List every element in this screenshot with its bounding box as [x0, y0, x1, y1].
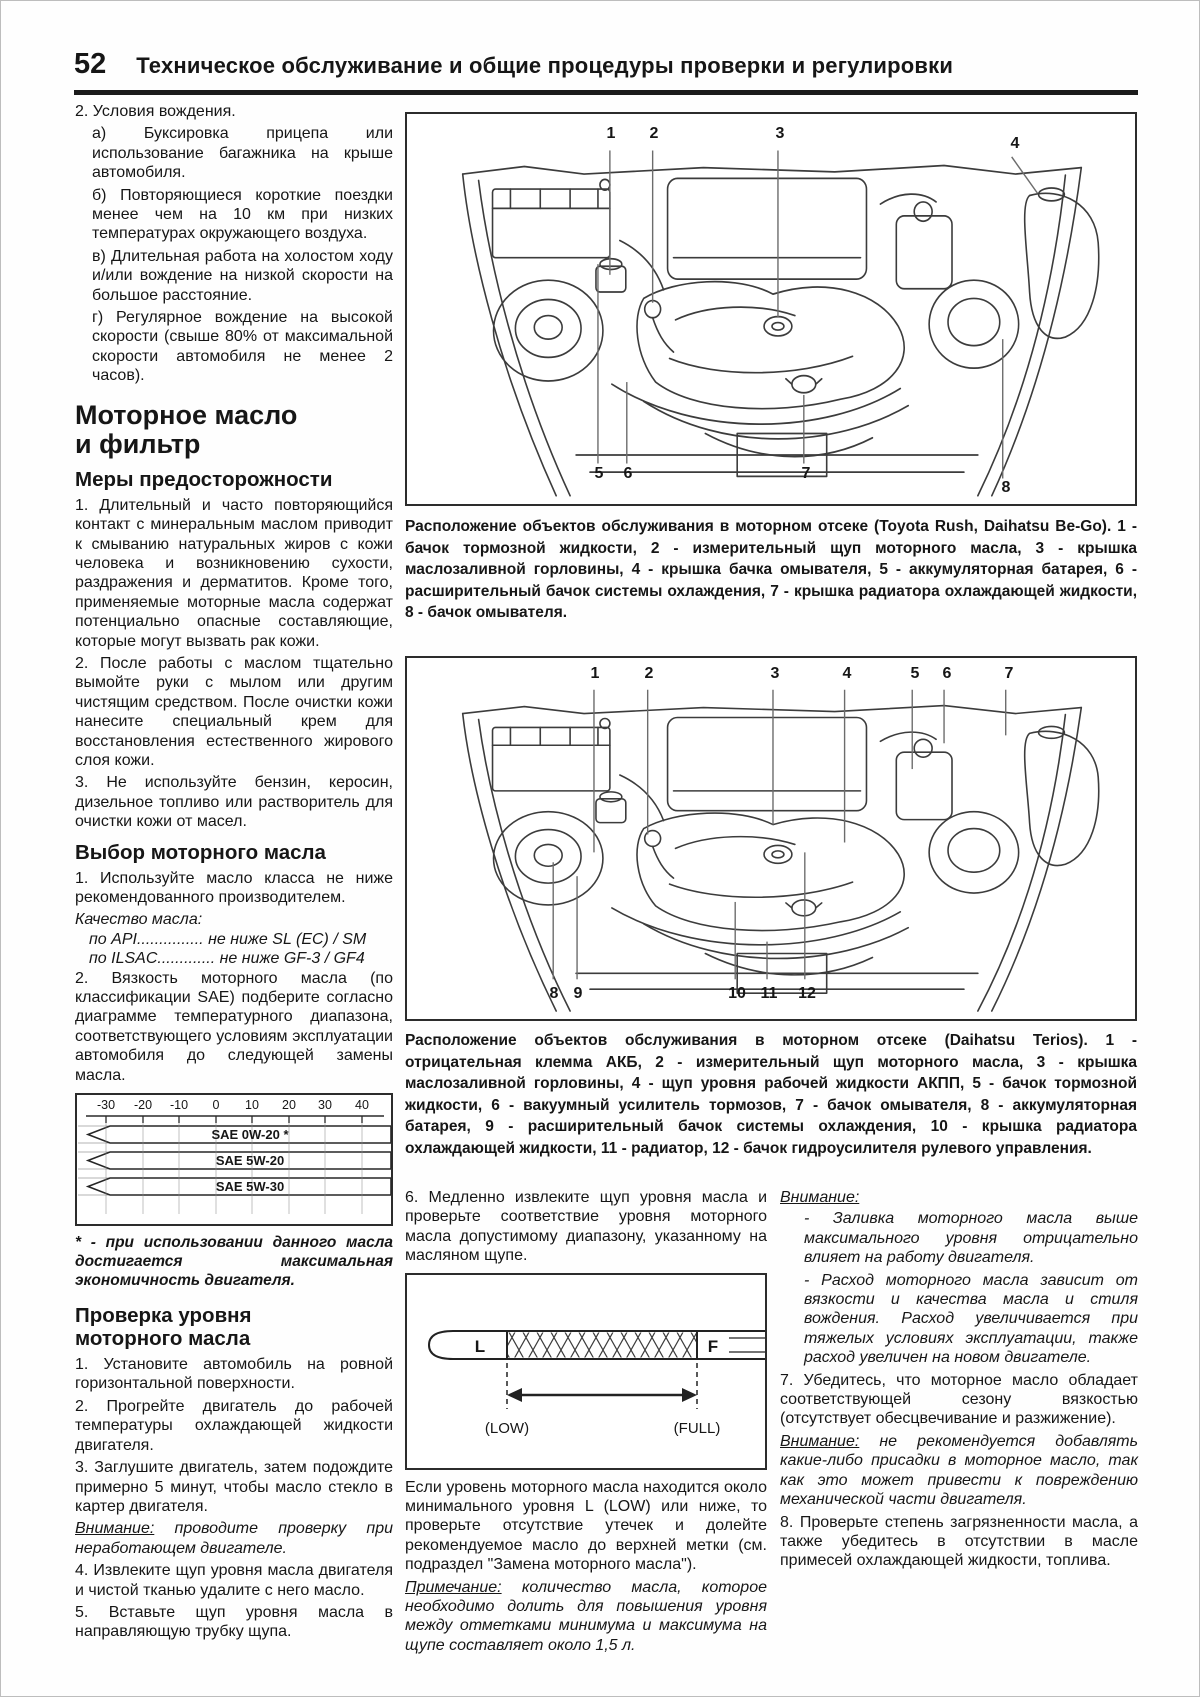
diagram1-caption: Расположение объектов обслуживания в моторном отсеке (Toyota Rush, Daihatsu Be-Go). 1 - бачок тормозной жидкости, 2 - измерительный щуп моторного масла, 3 - крышка маслозаливной горловины, 4 - крышка бачка омывателя, 5 - аккумуляторная батарея, 6 - расширительный бачок системы охлаждения, 7 - крышка радиатора охлаждающей жидкости, 8 - бачок омывателя.	[405, 518, 1137, 621]
check-attention-note: Внимание: проводите проверку при неработающем двигателе.	[75, 1520, 393, 1557]
callout-5: 5	[910, 665, 920, 682]
svg-text:0: 0	[212, 1098, 220, 1113]
callout-1: 1	[606, 125, 616, 142]
svg-text:SAE 0W-20 *: SAE 0W-20 *	[211, 1127, 289, 1143]
svg-text:20: 20	[282, 1098, 296, 1113]
callout-1: 1	[590, 665, 600, 682]
callout-2: 2	[644, 665, 654, 682]
svg-text:SAE 5W-20: SAE 5W-20	[215, 1153, 285, 1169]
page-header	[74, 48, 1138, 95]
callout-leader-lines	[598, 150, 1038, 478]
attention-bullet: - Заливка моторного масла выше максимального уровня отрицательно влияет на работу двигателя.	[804, 1210, 1138, 1267]
section-heading-engine-oil: Моторное масло и фильтр	[75, 399, 298, 459]
dipstick-full-letter: F	[707, 1336, 719, 1356]
callout-7: 7	[801, 465, 811, 482]
callout-4: 4	[1010, 135, 1020, 152]
subheading-precautions: Меры предосторожности	[75, 467, 333, 491]
engine-bay-art	[407, 114, 1135, 500]
svg-text:-10: -10	[169, 1098, 189, 1113]
svg-text:40: 40	[355, 1098, 369, 1113]
precaution-paragraph: 2. После работы с маслом тщательно вымойте руки с мылом или другим чистящим средством. После очистки кожи нанесите специальный крем для восстановления естественного жирового слоя кожи.	[75, 654, 393, 769]
subheading-oil-level-check: Проверка уровня моторного масла	[75, 1304, 252, 1351]
precaution-paragraph: 3. Не используйте бензин, керосин, дизельное топливо или растворитель для очистки кожи от масел.	[75, 774, 393, 831]
middle-column	[405, 1188, 767, 1658]
driving-condition-item: а) Буксировка прицепа или использование багажника на крыше автомобиля.	[92, 125, 393, 182]
callout-12: 12	[798, 985, 816, 1002]
attention-label: Внимание:	[780, 1189, 860, 1206]
oil-quality-api: по API............... не ниже SL (EC) / SM	[89, 930, 367, 948]
dipstick-full-label: (FULL)	[673, 1419, 721, 1437]
engine-bay-diagram-rush	[405, 112, 1137, 506]
refill-note: Примечание: количество масла, которое необходимо долить для повышения уровня между отметками минимума и максимума на щупе составляет около 1,5 л.	[405, 1578, 767, 1654]
attention-additives-note: Внимание: не рекомендуется добавлять какие-либо присадки в моторное масло, так как это может привести к повреждению механической части двигателя.	[780, 1432, 1138, 1509]
oil-level-paragraph: Если уровень моторного масла находится около минимального уровня L (LOW) или ниже, то проверьте отсутствие утечек и долейте рекомендуемое масло до верхней метки (см. подраздел "Замена моторного масла").	[405, 1478, 767, 1574]
svg-text:SAE 5W-30: SAE 5W-30	[215, 1179, 285, 1195]
oil-quality-label: Качество масла:	[75, 911, 203, 929]
check-step-8: 8. Проверьте степень загрязненности масла, а также убедитесь в отсутствии в масле примесей охлаждающей жидкости, топлива.	[780, 1513, 1138, 1570]
sae-axis	[86, 1098, 384, 1123]
attention-bullet: - Расход моторного масла зависит от вязкости и качества масла и стиля вождения. Расход увеличивается при тяжелых условиях эксплуатации, также расход увеличен на новом двигателе.	[804, 1271, 1138, 1367]
callout-3: 3	[770, 665, 780, 682]
check-step-6: 6. Медленно извлеките щуп уровня масла и проверьте соответствие уровня моторного масла допустимому диапазону, указанному на масляном щупе.	[405, 1189, 767, 1265]
driving-condition-item: г) Регулярное вождение на высокой скорости (свыше 80% от максимальной скорости автомобиля не менее 2 часов).	[92, 309, 393, 385]
oil-choice-paragraph: 1. Используйте масло класса не ниже рекомендованного производителем.	[75, 869, 393, 906]
check-step: 5. Вставьте щуп уровня масла в направляющую трубку щупа.	[75, 1603, 393, 1641]
dipstick-hatch-zone	[508, 1332, 696, 1357]
check-step: 2. Прогрейте двигатель до рабочей температуры охлаждающей жидкости двигателя.	[75, 1397, 393, 1454]
check-step: 3. Заглушите двигатель, затем подождите примерно 5 минут, чтобы масло стекло в картер двигателя.	[75, 1459, 393, 1515]
callout-8: 8	[549, 985, 559, 1002]
right-column	[780, 1188, 1138, 1574]
sae-bar-labels	[211, 1127, 289, 1194]
svg-text:-20: -20	[133, 1098, 153, 1113]
engine-bay-art	[407, 658, 1135, 1015]
callout-8: 8	[1001, 479, 1011, 496]
svg-text:-30: -30	[96, 1098, 116, 1113]
dipstick-low-label: (LOW)	[484, 1419, 530, 1437]
oil-choice-paragraph: 2. Вязкость моторного масла (по классификации SAE) подберите согласно диаграмме температурного диапазона, соответствующего условиям эксплуатации автомобиля до следующей замены масла.	[75, 969, 393, 1084]
dipstick-art	[407, 1275, 765, 1463]
driving-condition-item: в) Длительная работа на холостом ходу и/или вождение на низкой скорости на большое расстояние.	[92, 247, 393, 304]
dipstick-mark-guides	[507, 1363, 697, 1409]
callout-6: 6	[623, 465, 633, 482]
dipstick-figure	[405, 1273, 767, 1470]
check-step: 4. Извлеките щуп уровня масла двигателя и чистой тканью удалите с него масло.	[75, 1562, 393, 1599]
driving-condition-item: б) Повторяющиеся короткие поездки менее чем на 10 км при низких температурах окружающего воздуха.	[92, 186, 393, 243]
check-step-7: 7. Убедитесь, что моторное масло обладает соответствующей сезону вязкостью (отсутствует обесцвечивание и разжижение).	[780, 1371, 1138, 1428]
subheading-oil-choice: Выбор моторного масла	[75, 840, 326, 864]
sae-chart-canvas	[78, 1096, 392, 1218]
page-title: Техническое обслуживание и общие процедуры проверки и регулировки	[136, 53, 954, 78]
dipstick-range-arrow	[507, 1388, 697, 1402]
dipstick-low-letter: L	[474, 1336, 486, 1356]
callout-4: 4	[842, 665, 852, 682]
precaution-paragraph: 1. Длительный и часто повторяющийся контакт с минеральным маслом приводит к смыванию натуральных жиров с кожи человека и возникновению сухости, раздражения и дерматитов. Кроме того, применяемые моторные масла содержат потенциально опасные составляющие, которые могут вызвать рак кожи.	[75, 496, 393, 650]
oil-quality-ilsac: по ILSAC............. не ниже GF-3 / GF4	[89, 950, 365, 968]
callout-9: 9	[573, 985, 583, 1002]
callout-6: 6	[942, 665, 952, 682]
sae-footnote: * - при использовании данного масла достигается максимальная экономичность двигателя.	[75, 1234, 393, 1290]
page-number: 52	[74, 48, 107, 80]
check-step: 1. Установите автомобиль на ровной горизонтальной поверхности.	[75, 1356, 393, 1393]
diagram2-caption: Расположение объектов обслуживания в моторном отсеке (Daihatsu Terios). 1 - отрицательная клемма АКБ, 2 - измерительный щуп моторного масла, 3 - крышка маслозаливной горловины, 4 - щуп уровня рабочей жидкости АКПП, 5 - бачок тормозной жидкости, 6 - вакуумный усилитель тормозов, 7 - бачок омывателя, 8 - аккумуляторная батарея, 9 - расширительный бачок системы охлаждения, 10 - крышка радиатора охлаждающей жидкости, 11 - радиатор, 12 - бачок гидроусилителя рулевого управления.	[405, 1032, 1137, 1157]
callout-3: 3	[775, 125, 785, 142]
sae-viscosity-chart	[75, 1093, 393, 1226]
callout-2: 2	[649, 125, 659, 142]
engine-bay-diagram-terios	[405, 656, 1137, 1021]
callout-10: 10	[728, 985, 746, 1002]
driving-conditions-intro: 2. Условия вождения.	[75, 103, 236, 120]
callout-7: 7	[1004, 665, 1014, 682]
svg-text:10: 10	[245, 1098, 259, 1113]
callout-5: 5	[594, 465, 604, 482]
callout-leader-lines	[553, 690, 1006, 980]
callout-11: 11	[760, 985, 778, 1002]
left-column	[75, 102, 393, 1645]
svg-text:30: 30	[318, 1098, 332, 1113]
